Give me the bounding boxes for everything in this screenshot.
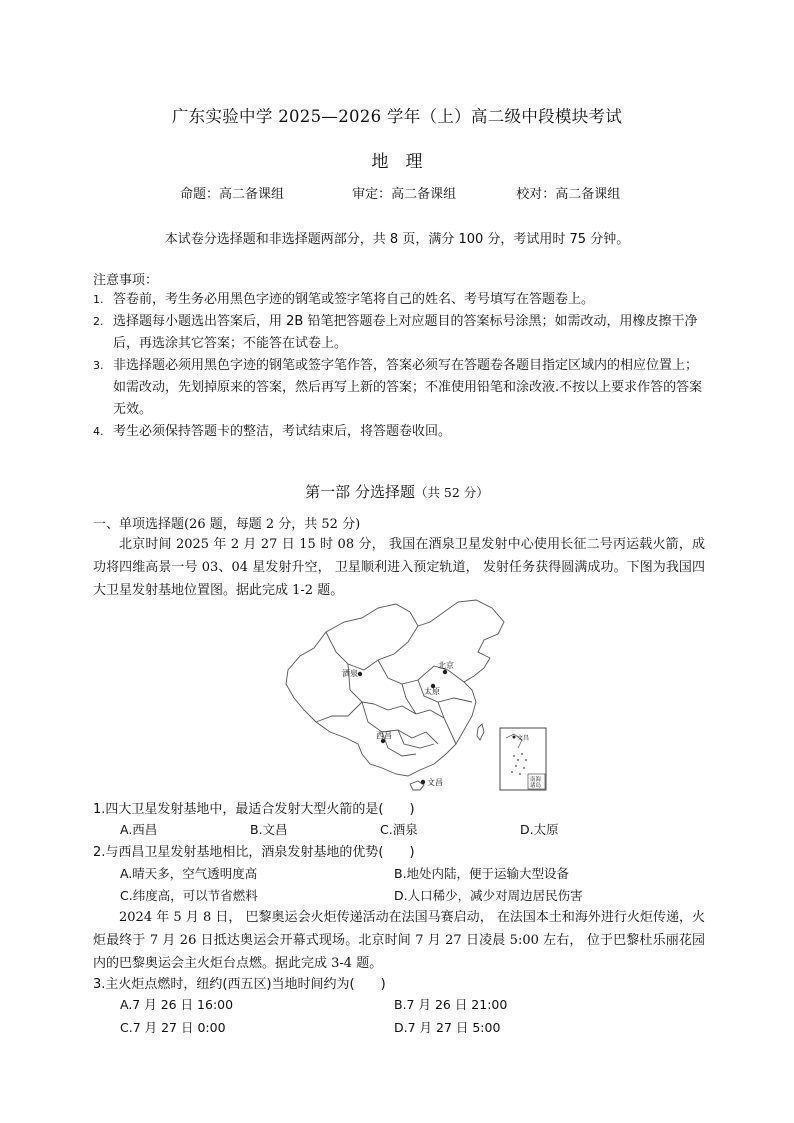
setter-label: 命题：高二备课组	[180, 187, 285, 202]
question-1-option-c[interactable]: C.酒泉	[380, 822, 418, 837]
question-2-option-c[interactable]: C.纬度高，可以节省燃料	[120, 888, 258, 903]
notes-item	[93, 355, 705, 421]
map-label-beijing: 北京	[438, 661, 454, 670]
notes-item-text: 答卷前，考生务必用黑色字迹的钢笔或签字笔将自己的姓名、考号填写在答题卷上。	[113, 292, 595, 307]
notes-item-text: 考生必须保持答题卡的整洁，考试结束后，将答题卷收回。	[113, 424, 452, 439]
question-1-option-d[interactable]: D.太原	[520, 822, 559, 837]
section-title-text: 第一部 分选择题	[305, 483, 415, 501]
reviewer-label: 审定：高二备课组	[352, 187, 457, 202]
notes-item-number: 4.	[93, 425, 104, 438]
china-outline	[286, 600, 504, 776]
question-3-option-c[interactable]: C.7 月 27 日 0:00	[120, 1020, 226, 1035]
south-china-sea-inset	[500, 728, 546, 790]
question-3-option-b[interactable]: B.7 月 26 日 21:00	[394, 997, 508, 1012]
passage-1: 北京时间 2025 年 2 月 27 日 15 时 08 分， 我国在酒泉卫星发射中心使用长征二号丙运载火箭，成功将四维高景一号 03、04 星发射升空， 卫星顺利进入预定轨道， 发射任务获得圆满成功。下图为我国四大卫星发射基地位置图。据此完成 1-2 题。	[93, 537, 705, 598]
question-1-option-b[interactable]: B.文昌	[250, 822, 288, 837]
inset-label-sea	[530, 775, 543, 789]
subject-title: 地 理	[371, 152, 423, 172]
notes-item-text: 非选择题必须用黑色字迹的钢笔或签字笔作答，答案必须写在答题卷各题目指定区域内的相应位置上；如需改动，先划掉原来的答案，然后再写上新的答案；不准使用铅笔和涂改液.不按以上要求作答的答案无效。	[113, 358, 703, 417]
map-label-taiyuan: 太原	[424, 687, 440, 696]
taiwan-island	[477, 724, 484, 740]
section-title	[0, 481, 794, 502]
question-2-option-b[interactable]: B.地处内陆，便于运输大型设备	[394, 866, 570, 881]
notes-item	[93, 289, 705, 311]
notes-list	[93, 289, 705, 443]
question-3-option-a[interactable]: A.7 月 26 日 16:00	[120, 997, 234, 1012]
notes-item-number: 1.	[93, 293, 104, 306]
notes-item	[93, 421, 705, 443]
question-2-options-row1	[120, 864, 569, 882]
question-2-stem: 2.与西昌卫星发射基地相比，酒泉发射基地的优势( )	[93, 845, 415, 860]
map-label-jiuquan: 酒泉	[342, 669, 358, 678]
question-2-option-a[interactable]: A.晴天多，空气透明度高	[120, 866, 258, 881]
question-2-option-d[interactable]: D.人口稀少，减少对周边居民伤害	[394, 888, 583, 903]
inset-sea-line1: 南海	[530, 777, 542, 783]
province-lines	[316, 626, 472, 756]
notes-item-text: 选择题每小题选出答案后，用 2B 铅笔把答题卷上对应题目的答案标号涂黑；如需改动，用橡皮擦干净后，再选涂其它答案；不能答在试卷上。	[113, 314, 698, 351]
section-title-note: （共 52 分）	[414, 485, 489, 500]
notes-title: 注意事项：	[93, 273, 159, 288]
question-3-options-row2	[120, 1018, 500, 1036]
passage-2: 2024 年 5 月 8 日， 巴黎奥运会火炬传递活动在法国马赛启动， 在法国本土和海外进行火炬传递，火炬最终于 7 月 26 日抵达奥运会开幕式现场。北京时间 7 月 27 日凌晨 5:00 左右， 位于巴黎杜乐丽花园内的巴黎奥运会主火炬台点燃。据此完成 3-4 题。	[93, 910, 705, 971]
question-1-stem: 1.四大卫星发射基地中，最适合发射大型火箭的是( )	[93, 802, 415, 817]
exam-title: 广东实验中学 2025—2026 学年（上）高二级中段模块考试	[171, 107, 623, 126]
subsection-title: 一、单项选择题(26 题，每题 2 分，共 52 分)	[93, 517, 361, 532]
proofreader-label: 校对：高二备课组	[516, 187, 621, 202]
launch-sites-map	[278, 598, 548, 793]
map-label-wenchang: 文昌	[427, 778, 443, 787]
question-1-option-a[interactable]: A.西昌	[120, 822, 158, 837]
notes-item-number: 3.	[93, 359, 104, 372]
notes-item	[93, 311, 705, 355]
question-3-stem: 3.主火炬点燃时，纽约(西五区)当地时间约为( )	[93, 977, 386, 992]
inset-sea-line2: 诸岛	[530, 783, 542, 789]
inset-label-wenchang: 文昌	[517, 735, 530, 742]
exam-intro: 本试卷分选择题和非选择题两部分，共 8 页，满分 100 分，考试用时 75 分钟。	[164, 232, 630, 247]
staff-line	[180, 183, 620, 202]
question-3-option-d[interactable]: D.7 月 27 日 5:00	[394, 1020, 501, 1035]
question-1-options	[120, 820, 559, 838]
question-3-options-row1	[120, 995, 507, 1013]
map-label-xichang: 西昌	[376, 731, 392, 740]
notes-item-number: 2.	[93, 315, 104, 328]
question-2-options-row2	[120, 886, 583, 904]
